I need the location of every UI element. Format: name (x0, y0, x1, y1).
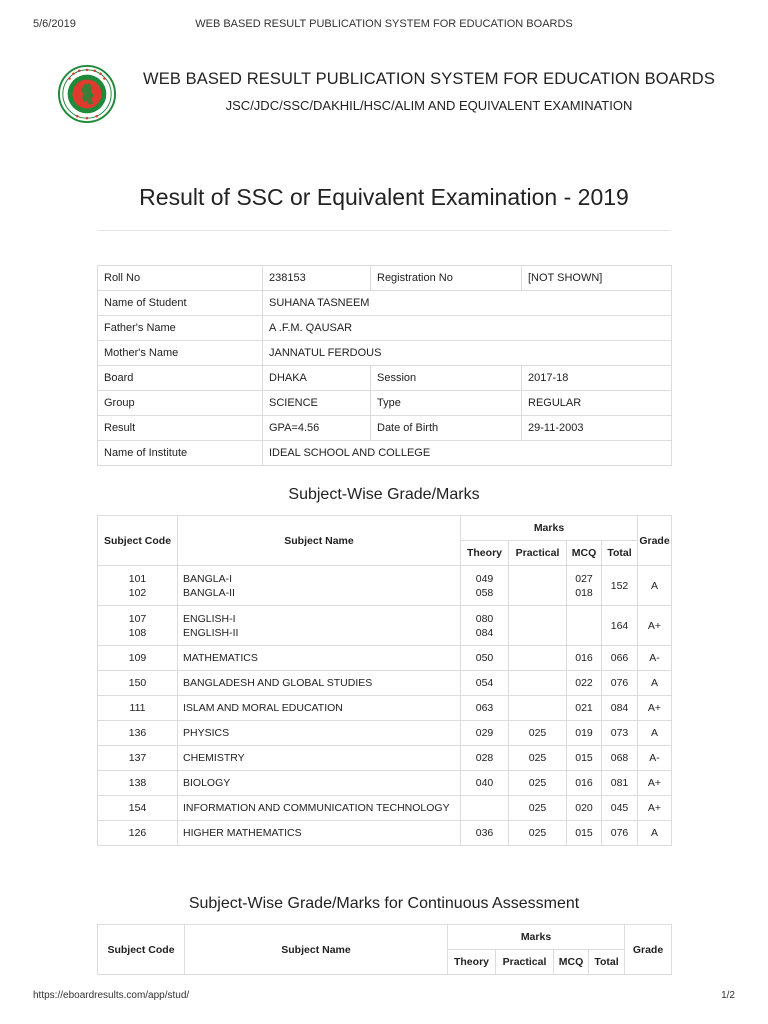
practical-cell-line: 025 (528, 727, 547, 739)
type-label: Type (371, 391, 522, 416)
subject-code-cell-line: 150 (128, 677, 147, 689)
col-marks: Marks (461, 516, 638, 541)
theory-cell (461, 746, 509, 771)
theory-cell (461, 771, 509, 796)
subject-code-cell-line: 111 (129, 702, 146, 714)
subject-name-cell (178, 671, 461, 696)
grade-cell: A- (638, 746, 672, 771)
theory-cell-line: 084 (475, 626, 494, 639)
subject-name-cell (178, 646, 461, 671)
type-value: REGULAR (522, 391, 672, 416)
theory-cell-line: 049 (475, 572, 494, 585)
practical-cell (509, 771, 567, 796)
col-mcq: MCQ (567, 541, 602, 566)
subject-code-cell (98, 646, 178, 671)
subject-code-cell-line: 108 (128, 626, 147, 639)
table-row (98, 821, 672, 846)
subject-name-cell-line: ENGLISH-II (183, 626, 239, 639)
col-practical: Practical (496, 950, 554, 975)
board-label: Board (98, 366, 263, 391)
subject-code-cell (98, 746, 178, 771)
grade-cell: A+ (638, 606, 672, 646)
subject-code-cell (98, 721, 178, 746)
subject-name-cell (178, 771, 461, 796)
divider (97, 230, 671, 231)
group-value: SCIENCE (263, 391, 371, 416)
grades-table (97, 515, 672, 846)
mcq-cell-line: 019 (575, 727, 593, 739)
institute-value: IDEAL SCHOOL AND COLLEGE (263, 441, 672, 466)
grade-cell: A- (638, 646, 672, 671)
mcq-cell-line: 020 (575, 802, 593, 814)
subject-name-cell-line: BANGLADESH AND GLOBAL STUDIES (183, 677, 373, 689)
practical-cell-line: 025 (528, 802, 547, 814)
table-row (98, 671, 672, 696)
print-date: 5/6/2019 (33, 18, 76, 30)
table-row (98, 646, 672, 671)
mcq-cell-line: 022 (575, 677, 593, 689)
subject-name-cell (178, 746, 461, 771)
theory-cell-line: 040 (475, 777, 494, 789)
practical-cell (509, 606, 567, 646)
page-number: 1/2 (721, 990, 735, 1001)
dob-label: Date of Birth (371, 416, 522, 441)
practical-cell (509, 721, 567, 746)
result-value: GPA=4.56 (263, 416, 371, 441)
subject-code-cell-line: 109 (128, 652, 147, 664)
subject-name-cell-line: MATHEMATICS (183, 652, 258, 664)
subject-name-cell (178, 696, 461, 721)
student-name-value: SUHANA TASNEEM (263, 291, 672, 316)
practical-cell-line: 025 (528, 752, 547, 764)
total-cell: 068 (602, 746, 638, 771)
subject-code-cell-line: 154 (128, 802, 147, 814)
grade-cell: A+ (638, 696, 672, 721)
session-label: Session (371, 366, 522, 391)
total-cell: 076 (602, 821, 638, 846)
result-label: Result (98, 416, 263, 441)
student-info-table (97, 265, 672, 466)
dob-value: 29-11-2003 (522, 416, 672, 441)
subject-name-cell-line: HIGHER MATHEMATICS (183, 827, 302, 839)
mcq-cell (567, 796, 602, 821)
col-theory: Theory (448, 950, 496, 975)
theory-cell (461, 566, 509, 606)
grades-section-title: Subject-Wise Grade/Marks (288, 486, 480, 503)
student-name-label: Name of Student (98, 291, 263, 316)
mcq-cell-line: 016 (575, 777, 593, 789)
practical-cell (509, 646, 567, 671)
practical-cell (509, 746, 567, 771)
col-subject-name: Subject Name (178, 516, 461, 566)
total-cell: 076 (602, 671, 638, 696)
info-row (98, 416, 672, 441)
registration-value: [NOT SHOWN] (522, 266, 672, 291)
father-name-label: Father's Name (98, 316, 263, 341)
theory-cell (461, 696, 509, 721)
subject-name-cell-line: CHEMISTRY (183, 752, 245, 764)
grade-cell: A+ (638, 771, 672, 796)
site-title: WEB BASED RESULT PUBLICATION SYSTEM FOR EDUCATION BOARDS (143, 70, 715, 88)
subject-code-cell (98, 696, 178, 721)
info-row (98, 341, 672, 366)
subject-code-cell-line: 102 (128, 586, 147, 599)
subject-code-cell-line: 107 (128, 612, 147, 625)
session-value: 2017-18 (522, 366, 672, 391)
theory-cell (461, 796, 509, 821)
mcq-cell-line: 016 (575, 652, 593, 664)
table-row (98, 696, 672, 721)
board-value: DHAKA (263, 366, 371, 391)
subject-code-cell (98, 566, 178, 606)
grade-cell: A (638, 821, 672, 846)
col-mcq: MCQ (554, 950, 589, 975)
mcq-cell-line: 015 (575, 752, 593, 764)
total-cell: 081 (602, 771, 638, 796)
table-row (98, 796, 672, 821)
roll-label: Roll No (98, 266, 263, 291)
subject-name-cell-line: BANGLA-II (183, 586, 235, 599)
grade-cell: A+ (638, 796, 672, 821)
subject-code-cell-line: 126 (128, 827, 147, 839)
theory-cell-line: 058 (475, 586, 494, 599)
mcq-cell (567, 671, 602, 696)
mcq-cell-line: 021 (575, 702, 593, 714)
registration-label: Registration No (371, 266, 522, 291)
col-practical: Practical (509, 541, 567, 566)
info-row (98, 266, 672, 291)
practical-cell-line: 025 (528, 827, 547, 839)
theory-cell (461, 821, 509, 846)
mcq-cell (567, 606, 602, 646)
subject-code-cell (98, 606, 178, 646)
col-total: Total (589, 950, 625, 975)
practical-cell-line: 025 (528, 777, 547, 789)
col-subject-code: Subject Code (98, 516, 178, 566)
col-total: Total (602, 541, 638, 566)
page-title: Result of SSC or Equivalent Examination - 2019 (139, 184, 629, 210)
table-row (98, 771, 672, 796)
info-row (98, 391, 672, 416)
practical-cell (509, 821, 567, 846)
mother-name-label: Mother's Name (98, 341, 263, 366)
practical-cell (509, 566, 567, 606)
col-theory: Theory (461, 541, 509, 566)
theory-cell-line: 050 (475, 652, 494, 664)
theory-cell (461, 606, 509, 646)
theory-cell-line: 029 (475, 727, 494, 739)
table-row (98, 746, 672, 771)
subject-name-cell-line: PHYSICS (183, 727, 230, 739)
mcq-cell (567, 821, 602, 846)
col-marks: Marks (448, 925, 625, 950)
subject-name-cell (178, 796, 461, 821)
subject-name-cell-line: ENGLISH-I (183, 612, 236, 625)
mcq-cell-line: 027 (575, 572, 593, 585)
total-cell: 084 (602, 696, 638, 721)
subject-name-cell-line: BIOLOGY (183, 777, 231, 789)
mother-name-value: JANNATUL FERDOUS (263, 341, 672, 366)
subject-name-cell-line: BANGLA-I (183, 572, 233, 585)
info-row (98, 366, 672, 391)
info-row (98, 291, 672, 316)
theory-cell (461, 671, 509, 696)
total-cell: 152 (602, 566, 638, 606)
print-title: WEB BASED RESULT PUBLICATION SYSTEM FOR EDUCATION BOARDS (195, 18, 573, 30)
subject-code-cell (98, 821, 178, 846)
subject-code-cell-line: 101 (128, 572, 147, 585)
subject-code-cell-line: 138 (128, 777, 147, 789)
total-cell: 164 (602, 606, 638, 646)
subject-code-cell-line: 136 (128, 727, 147, 739)
subject-code-cell-line: 137 (128, 752, 147, 764)
mcq-cell (567, 646, 602, 671)
practical-cell (509, 696, 567, 721)
subject-code-cell (98, 671, 178, 696)
theory-cell-line: 036 (475, 827, 494, 839)
subject-code-cell (98, 771, 178, 796)
subject-name-cell (178, 821, 461, 846)
subject-name-cell (178, 566, 461, 606)
theory-cell-line: 054 (475, 677, 494, 689)
mcq-cell (567, 696, 602, 721)
info-row (98, 441, 672, 466)
col-grade: Grade (625, 925, 672, 975)
total-cell: 066 (602, 646, 638, 671)
print-header (33, 18, 735, 32)
roll-value: 238153 (263, 266, 371, 291)
site-subtitle: JSC/JDC/SSC/DAKHIL/HSC/ALIM AND EQUIVALENT EXAMINATION (225, 98, 633, 113)
print-footer (33, 990, 735, 1004)
print-url: https://eboardresults.com/app/stud/ (33, 990, 190, 1001)
theory-cell (461, 721, 509, 746)
subject-name-cell-line: ISLAM AND MORAL EDUCATION (183, 702, 343, 714)
subject-name-cell-line: INFORMATION AND COMMUNICATION TECHNOLOGY (183, 802, 450, 814)
institute-label: Name of Institute (98, 441, 263, 466)
mcq-cell (567, 771, 602, 796)
mcq-cell-line: 015 (575, 827, 593, 839)
theory-cell (461, 646, 509, 671)
table-row (98, 606, 672, 646)
subject-code-cell (98, 796, 178, 821)
col-subject-code: Subject Code (98, 925, 185, 975)
theory-cell-line: 063 (475, 702, 494, 714)
grade-cell: A (638, 671, 672, 696)
mcq-cell-line: 018 (575, 586, 593, 599)
practical-cell (509, 671, 567, 696)
table-row (98, 566, 672, 606)
mcq-cell (567, 566, 602, 606)
theory-cell-line: 028 (475, 752, 494, 764)
father-name-value: A .F.M. QAUSAR (263, 316, 672, 341)
total-cell: 045 (602, 796, 638, 821)
subject-name-cell (178, 721, 461, 746)
practical-cell (509, 796, 567, 821)
group-label: Group (98, 391, 263, 416)
grade-cell: A (638, 721, 672, 746)
ca-table (97, 924, 672, 975)
col-subject-name: Subject Name (185, 925, 448, 975)
subject-name-cell (178, 606, 461, 646)
col-grade: Grade (638, 516, 672, 566)
total-cell: 073 (602, 721, 638, 746)
mcq-cell (567, 746, 602, 771)
grade-cell: A (638, 566, 672, 606)
table-row (98, 721, 672, 746)
mcq-cell (567, 721, 602, 746)
ca-section-title: Subject-Wise Grade/Marks for Continuous Assessment (188, 895, 580, 912)
bangladesh-government-seal-icon (58, 65, 116, 123)
theory-cell-line: 080 (475, 612, 494, 625)
info-row (98, 316, 672, 341)
